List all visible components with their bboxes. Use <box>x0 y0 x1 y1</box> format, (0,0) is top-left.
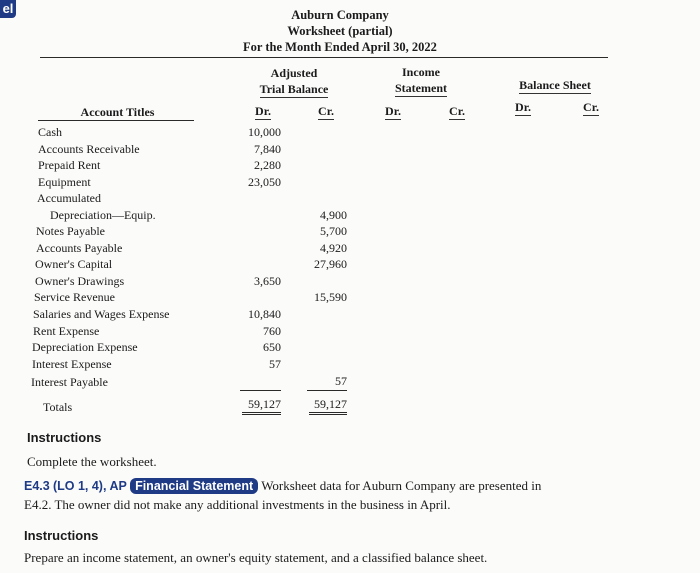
corner-tag: el <box>0 0 16 18</box>
depreciation-expense-dr: 650 <box>263 340 281 354</box>
account-depreciation-equip: Depreciation—Equip. <box>50 207 156 222</box>
account-equipment: Equipment <box>38 174 91 189</box>
service-revenue-cr: 15,590 <box>314 290 347 304</box>
instructions-text: Complete the worksheet. <box>27 454 157 469</box>
worksheet-period: For the Month Ended April 30, 2022 <box>243 40 437 54</box>
account-owners-capital: Owner's Capital <box>35 257 113 271</box>
account-accounts-payable: Accounts Payable <box>36 240 123 255</box>
account-interest-payable: Interest Payable <box>31 375 108 389</box>
account-depreciation-expense: Depreciation Expense <box>32 340 138 354</box>
atb-dr-sum-rule <box>240 390 281 391</box>
atb-cr-double-rule-2 <box>309 414 347 415</box>
owners-drawings-dr: 3,650 <box>254 273 281 288</box>
account-service-revenue: Service Revenue <box>34 290 115 304</box>
company-name: Auburn Company <box>291 8 389 22</box>
exercise-learning-objectives: (LO 1, 4), AP <box>52 479 127 493</box>
statement-header: Statement <box>395 81 447 95</box>
account-owners-drawings: Owner's Drawings <box>35 273 125 288</box>
atb-dr-double-rule-1 <box>242 412 281 413</box>
atb-dr-double-rule-2 <box>242 414 281 415</box>
account-interest-expense: Interest Expense <box>32 356 112 371</box>
atb-cr-header: Cr. <box>318 104 334 118</box>
atb-dr-total: 59,127 <box>248 397 281 411</box>
is-dr-header: Dr. <box>385 104 401 118</box>
totals-label: Totals <box>43 400 73 414</box>
accounts-receivable-dr: 7,840 <box>254 141 281 156</box>
owners-capital-cr: 27,960 <box>314 257 347 271</box>
bs-dr-header: Dr. <box>515 100 531 114</box>
account-rent-expense: Rent Expense <box>33 323 100 338</box>
worksheet-table <box>0 125 700 425</box>
interest-expense-dr: 57 <box>269 356 281 371</box>
prepaid-rent-dr: 2,280 <box>254 158 281 172</box>
atb-cr-total: 59,127 <box>314 397 347 411</box>
worksheet-subtitle: Worksheet (partial) <box>287 24 393 38</box>
accounts-payable-cr: 4,920 <box>320 240 347 255</box>
cash-dr: 10,000 <box>248 125 281 139</box>
exercise-text-line-1: Worksheet data for Auburn Company are presented in <box>261 478 542 493</box>
account-salaries-wages-expense: Salaries and Wages Expense <box>33 307 170 321</box>
exercise-number: E4.3 <box>24 479 50 493</box>
account-titles-header: Account Titles <box>80 105 155 119</box>
income-header: Income <box>402 65 440 79</box>
atb-cr-sum-rule <box>307 390 347 391</box>
balance-sheet-header: Balance Sheet <box>519 78 591 92</box>
instructions-heading-2: Instructions <box>24 528 99 543</box>
interest-payable-cr: 57 <box>335 374 347 388</box>
rent-expense-dr: 760 <box>263 323 281 338</box>
atb-dr-header: Dr. <box>255 104 271 118</box>
account-titles-rule <box>38 120 194 121</box>
instructions-text-2: Prepare an income statement, an owner's equity statement, and a classified balance sheet. <box>24 550 488 565</box>
account-prepaid-rent: Prepaid Rent <box>38 158 101 172</box>
equipment-dr: 23,050 <box>248 174 281 189</box>
exercise-line-1 <box>24 478 541 494</box>
depreciation-equip-cr: 4,900 <box>320 207 347 222</box>
atb-cr-double-rule-1 <box>309 412 347 413</box>
trial-balance-header: Trial Balance <box>259 82 329 96</box>
account-accumulated: Accumulated <box>37 191 101 205</box>
account-notes-payable: Notes Payable <box>36 224 105 238</box>
account-accounts-receivable: Accounts Receivable <box>38 141 140 156</box>
adjusted-header: Adjusted <box>270 66 318 80</box>
salaries-wages-expense-dr: 10,840 <box>248 307 281 321</box>
exercise-text-line-2: E4.2. The owner did not make any additional investments in the business in April. <box>24 497 451 512</box>
instructions-heading: Instructions <box>27 430 102 445</box>
bs-cr-header: Cr. <box>583 100 599 114</box>
heading-rule <box>40 57 608 58</box>
account-cash: Cash <box>38 125 62 139</box>
financial-statement-badge: Financial Statement <box>130 478 258 494</box>
is-cr-header: Cr. <box>449 104 465 118</box>
notes-payable-cr: 5,700 <box>320 224 347 238</box>
